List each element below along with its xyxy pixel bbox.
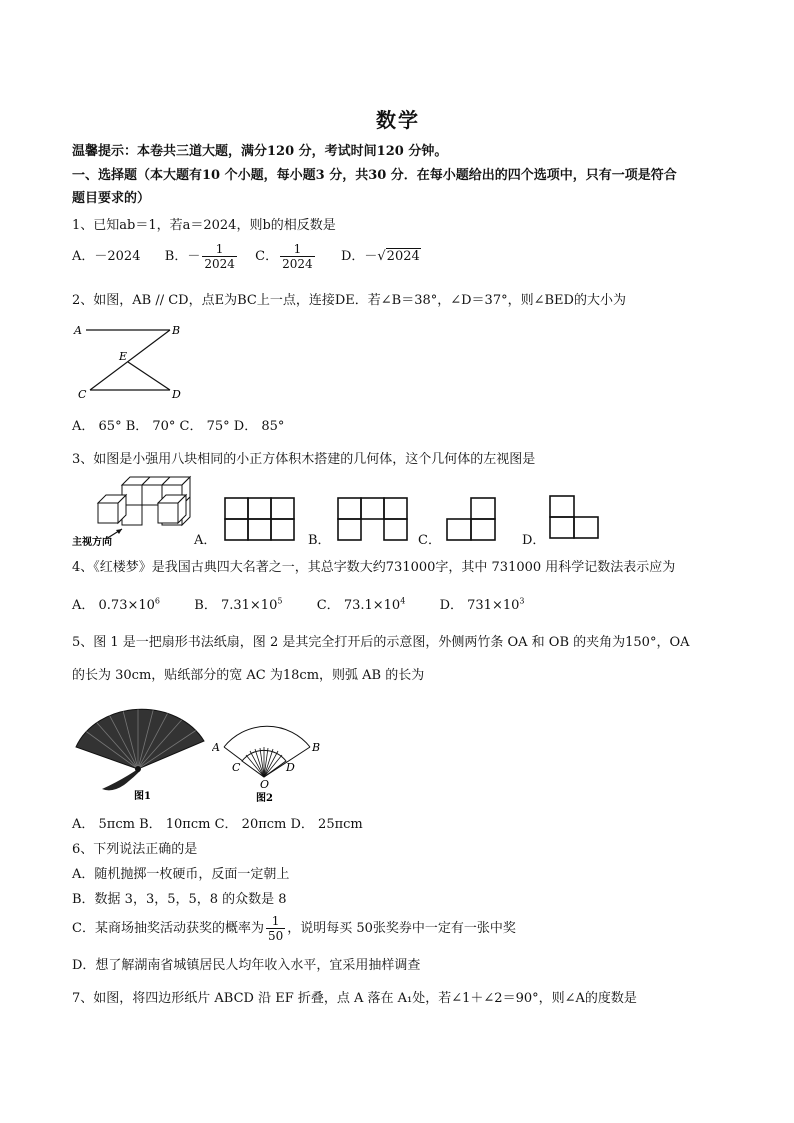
- q4-option-b: B． $7.31\times 10^5$: [194, 597, 283, 614]
- segment-ed: [128, 362, 170, 390]
- q1-option-d-label: D．－: [340, 249, 378, 264]
- point-a-label: A: [74, 324, 82, 337]
- fig2-point-a: A: [212, 741, 220, 754]
- q6-option-c-pre: C．某商场抽奖活动获奖的概率为: [72, 921, 264, 936]
- q1-option-c-num: 1: [280, 242, 315, 257]
- q4-option-c: C． $73.1\times 10^4$: [316, 597, 406, 614]
- q4-option-d: D． $731\times 10^3$: [439, 597, 525, 614]
- q4-stem: 4、《红楼梦》是我国古典四大名著之一，其总字数大约731000字，其中 731000 用科学记数法表示应为: [72, 560, 676, 575]
- q4-option-a: A． $0.73\times 10^6$: [72, 597, 160, 614]
- section-heading-line1: 一、选择题（本大题有10 个小题，每小题3 分，共30 分．在每小题给出的四个选项中，只有一项是符合: [72, 168, 677, 183]
- segment-bc: [90, 330, 170, 390]
- point-c-label: C: [78, 388, 87, 401]
- q5-stem-line1: 5、图 1 是一把扇形书法纸扇，图 2 是其完全打开后的示意图，外侧两竹条 OA 和 OB 的夹角为150°，OA: [72, 635, 690, 650]
- q2-stem: 2、如图，AB // CD，点E为BC上一点，连接DE．若∠B＝38°，∠D＝37°，则∠BED的大小为: [72, 293, 626, 308]
- q6-option-c-fraction: [266, 914, 285, 943]
- q3-solid-figure: [72, 473, 194, 549]
- q4-options: [72, 593, 524, 615]
- q6-option-b: B．数据 3，3，5，5，8 的众数是 8: [72, 892, 287, 907]
- q3-option-a-view: [224, 497, 296, 543]
- point-b-label: B: [172, 324, 181, 337]
- q1-option-b-den: 2024: [204, 257, 235, 271]
- q6-option-a: A．随机抛掷一枚硬币，反面一定朝上: [72, 867, 290, 882]
- q1-option-b-fraction: [202, 242, 237, 271]
- section-heading-line2: 题目要求的）: [72, 191, 151, 206]
- q6-option-c-post: ，说明每买 50张奖券中一定有一张中奖: [287, 921, 516, 936]
- q3-option-b-view: [337, 497, 409, 543]
- fig2-caption: 图2: [256, 793, 273, 804]
- fig2-point-o: O: [260, 778, 270, 791]
- q5-figure2-diagram: [212, 711, 324, 805]
- q3-stem: 3、如图是小强用八块相同的小正方体积木搭建的几何体，这个几何体的左视图是: [72, 452, 536, 467]
- q5-options: A． 5πcm B． 10πcm C． 20πcm D． 25πcm: [72, 817, 363, 832]
- q2-figure: [72, 318, 192, 402]
- point-d-label: D: [172, 388, 181, 401]
- front-view-label: 主视方向: [72, 537, 112, 548]
- fig2-point-b: B: [312, 741, 321, 754]
- q2-options: A． 65° B． 70° C． 75° D． 85°: [72, 419, 285, 434]
- q1-option-c-den: 2024: [282, 257, 313, 271]
- page-title: 数学: [376, 108, 420, 132]
- q1-option-c-label: C．: [255, 249, 279, 264]
- q1-option-d-radicand: 2024: [386, 249, 420, 264]
- q6-option-c: [72, 914, 516, 943]
- q3-option-a: A．: [194, 533, 217, 548]
- fig1-caption: 图1: [134, 791, 151, 802]
- fig2-point-c: C: [232, 761, 241, 774]
- q3-option-b: B．: [308, 533, 331, 548]
- q6-stem: 6、下列说法正确的是: [72, 842, 198, 857]
- fig2-point-d: D: [286, 761, 295, 774]
- q6-option-c-num: 1: [266, 914, 285, 929]
- q1-option-b-label: B．－: [164, 249, 201, 264]
- q1-stem: 1、已知ab＝1，若a＝2024，则b的相反数是: [72, 218, 336, 233]
- point-e-label: E: [119, 350, 128, 363]
- q1-option-b-num: 1: [202, 242, 237, 257]
- q7-stem: 7、如图，将四边形纸片 ABCD 沿 EF 折叠，点 A 落在 A₁处，若∠1＋∠2＝90°，则∠A的度数是: [72, 991, 637, 1006]
- q6-option-d: D．想了解湖南省城镇居民人均年收入水平，宜采用抽样调查: [72, 958, 421, 973]
- q1-option-a: A．－2024: [72, 249, 141, 264]
- q3-option-d-view: [549, 495, 601, 541]
- exam-tip: 温馨提示：本卷共三道大题，满分120 分，考试时间120 分钟。: [72, 144, 448, 159]
- q3-option-c-view: [446, 497, 498, 543]
- q3-option-c: C．: [418, 533, 441, 548]
- q5-figure1-fan: [72, 697, 212, 805]
- q1-option-c-fraction: [280, 242, 315, 271]
- q5-stem-line2: 的长为 30cm，贴纸部分的宽 AC 为18cm，则弧 AB 的长为: [72, 668, 425, 683]
- q1-options: A．－2024 B．－ $\frac{1}{2024}$ C． $\frac{1}{2024}$ D．－√2024: [72, 242, 420, 271]
- q3-option-d: D．: [522, 533, 546, 548]
- q6-option-c-den: 50: [267, 929, 284, 943]
